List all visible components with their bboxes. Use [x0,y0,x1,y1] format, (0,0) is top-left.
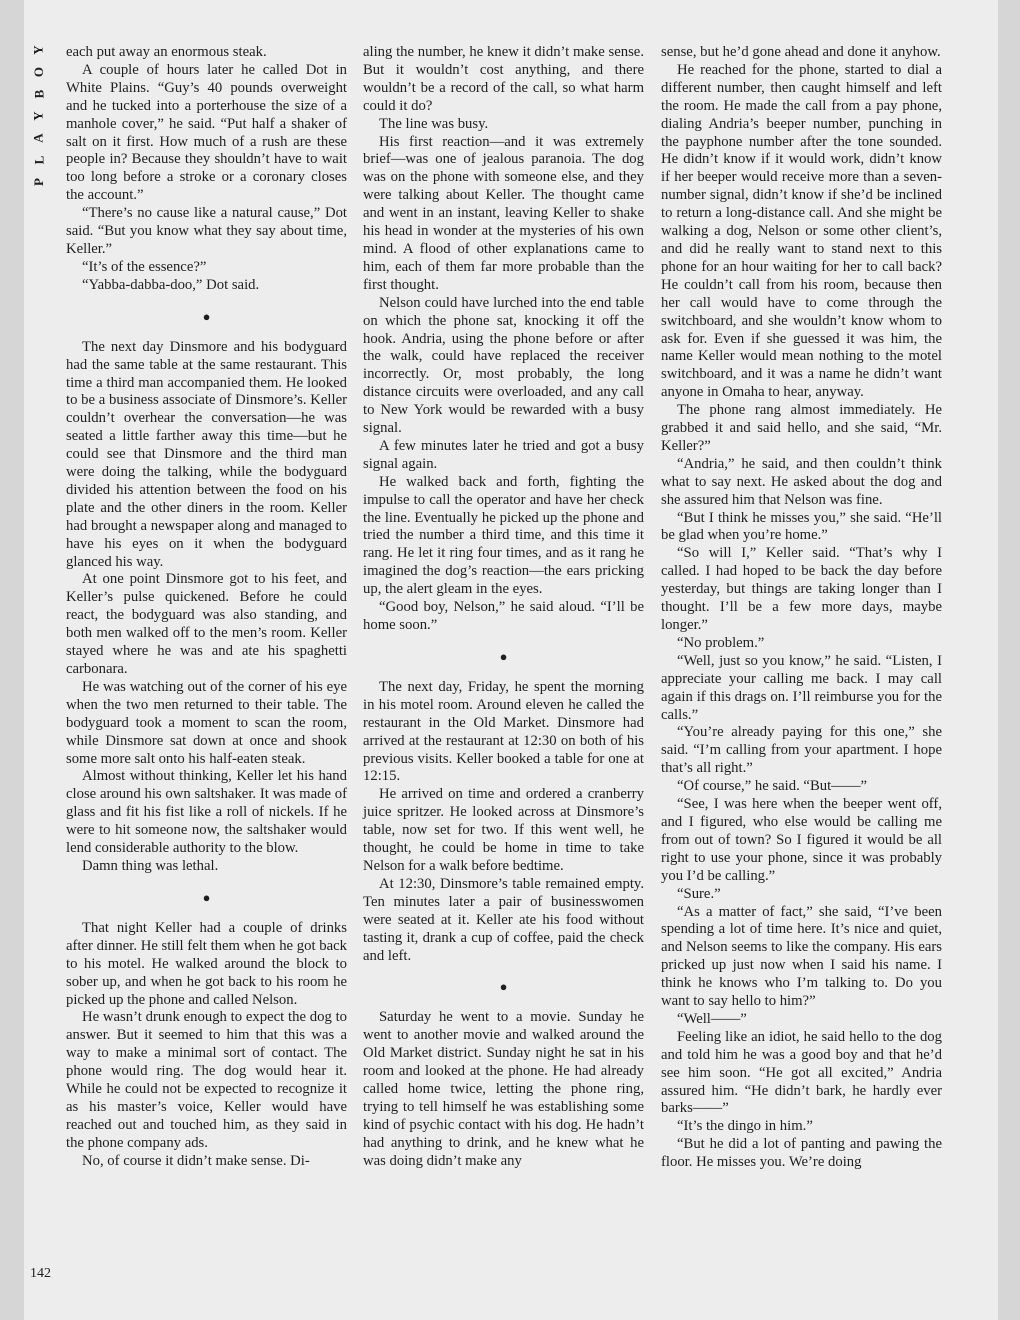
paragraph: A couple of hours later he called Dot in White Plains. “Guy’s 40 pounds overweight and he tucked into a porterhouse the size of a manhole cover,” he said. “Put half a shaker of salt on it first. How much of a rush are these people in? Because they shouldn’t have to wait too long before a stroke or a coronary closes the account.” [66,61,347,204]
paragraph: “Andria,” he said, and then couldn’t think what to say next. He asked about the dog and she assured him that Nelson was fine. [661,455,942,508]
paragraph: No, of course it didn’t make sense. Di- [82,1152,310,1169]
paragraph: Feeling like an idiot, he said hello to the dog and told him he was a good boy and that he’d see him soon. “He got all excited,” Andria assured him. “He didn’t bark, he hardly ever barks——” [661,1028,942,1117]
paragraph: “No problem.” [677,634,765,651]
paragraph: “There’s no cause like a natural cause,” Dot said. “But you know what they say about time, Keller.” [66,205,347,257]
paragraph: Saturday he went to a movie. Sunday he went to another movie and walked around the Old Market district. Sunday night he sat in his room and looked at the phone. He had already called home twice, letting the phone ring, trying to tell himself he was establishing some kind of psychic contact with his dog. He hadn’t had anything to drink, and he knew what he was doing didn’t make any [363,1009,644,1169]
paragraph: “Well——” [677,1010,747,1027]
paragraph: “But I think he misses you,” she said. “He’ll be glad when you’re home.” [661,509,942,544]
paragraph: “See, I was here when the beeper went off, and I figured, who else would be calling me from out of town? So I figured it would be all right to use your phone, since it was probably you I’d be calling.” [661,796,942,884]
paragraph: The line was busy. [379,115,489,132]
paragraph: He walked back and forth, fighting the impulse to call the operator and have her check the line. Eventually he picked up the phone and tried the number a third time, and this time it rang. He let it ring four times, and as it rang he imagined the dog’s reaction—the ears pricking up, the alert gleam in the eyes. [363,473,644,598]
paragraph: “It’s the dingo in him.” [677,1118,813,1135]
section-break-bullet: ● [499,648,508,664]
magazine-letter: A [30,133,46,143]
paragraph: “Sure.” [677,885,721,902]
magazine-letter: Y [30,111,46,121]
paragraph: “As a matter of fact,” she said, “I’ve been spending a lot of time here. It’s nice and quiet, and Nelson seems to like the company. His ears pricked up just now when I said his name. I think he knows who I’m talking to. Do you want to say hello to him?” [661,903,942,1010]
page-number: 142 [30,1266,51,1281]
paragraph: aling the number, he knew it didn’t make sense. But it wouldn’t cost anything, and there wouldn’t be a record of the call, so what harm could it do? [363,44,644,114]
paragraph: The phone rang almost immediately. He grabbed it and said hello, and she said, “Mr. Keller?” [661,402,942,454]
magazine-letter: L [30,155,46,165]
paragraph: “But he did a lot of panting and pawing the floor. He misses you. We’re doing [661,1136,942,1171]
paragraph: At 12:30, Dinsmore’s table remained empty. Ten minutes later a pair of businesswomen were seated at it. Keller ate his food without tasting it, drank a cup of coffee, paid the check and left. [363,875,644,964]
paragraph: “Good boy, Nelson,” he said aloud. “I’ll be home soon.” [363,599,644,633]
text-column-3 [661,44,942,1172]
paragraph: A few minutes later he tried and got a busy signal again. [363,437,644,472]
paragraph: “You’re already paying for this one,” she said. “I’m calling from your apartment. I hope that’s all right.” [661,724,942,777]
paragraph: “It’s of the essence?” [82,258,207,275]
magazine-name-vertical [30,44,48,188]
paragraph: “So will I,” Keller said. “That’s why I called. I had hoped to be back the day before yesterday, but things are taking longer than I thought. I’ll be a few more days, maybe longer.” [661,545,942,633]
paragraph: “Of course,” he said. “But——” [677,778,868,795]
magazine-letter: B [30,89,46,99]
section-break-bullet: ● [202,889,211,905]
paragraph: He wasn’t drunk enough to expect the dog to answer. But it seemed to him that this was a way to make a minimal sort of contact. The phone would ring. The dog would hear it. While he could not be expected to recognize it as his master’s voice, Keller would have reached out and touched him, as they said in the phone company ads. [66,1009,347,1151]
paragraph: Damn thing was lethal. [82,857,219,874]
magazine-letter: P [30,178,46,186]
paragraph: “Yabba-dabba-doo,” Dot said. [82,276,260,293]
paragraph: He reached for the phone, started to dial a different number, then caught himself and left the room. He made the call from a pay phone, dialing Andria’s beeper number, punching in the payphone number after the tone sounded. He didn’t know if it would work, didn’t know if her beeper would receive more than a seven-number signal, didn’t know if she’d be inclined to return a long-distance call. And she might be walking a dog, Nelson or some other client’s, and did he really want to stand next to this phone for an hour waiting for her to call back? He couldn’t call from his room, because then her call would have to come through the switchboard, and she wouldn’t know whom to ask for. Even if she guessed it was him, the name Keller would mean nothing to the motel switchboard, and it was a name he didn’t want anyone in Omaha to hear, anyway. [661,61,942,401]
paragraph: Nelson could have lurched into the end table on which the phone sat, knocking it off the hook. Andria, using the phone before or after the walk, could have replaced the receiver incorrectly. Or, most probably, the long distance circuits were overloaded, and any call to New York would be rewarded with a busy signal. [363,294,644,437]
text-column-2 [363,44,644,1171]
paragraph: He was watching out of the corner of his eye when the two men returned to their table. The bodyguard took a moment to scan the room, while Dinsmore sat down at once and shook some more salt onto his half-eaten steak. [66,678,347,767]
paragraph: Almost without thinking, Keller let his hand close around his own saltshaker. It was made of glass and fit his fist like a roll of nickels. If he were to hit someone now, the saltshaker would lend considerable authority to the blow. [66,768,347,857]
paragraph: “Well, just so you know,” he said. “Listen, I appreciate your calling me back. I may call again if this drags on. I’ll reimburse you for the calls.” [661,652,942,723]
section-break-bullet: ● [202,308,211,324]
paragraph: The next day Dinsmore and his bodyguard had the same table at the same restaurant. This time a third man accompanied them. He looked to be a business associate of Dinsmore’s. Keller couldn’t overhear the conversation—he was seated a little farther away this time—but he could see that Dinsmore and the third man were doing the talking, while the bodyguard divided his attention between the food on his plate and the other diners in the room. Keller had brought a newspaper along and managed to have his eyes on it when the bodyguard glanced his way. [66,338,347,570]
paragraph: His first reaction—and it was extremely brief—was one of jealous paranoia. The dog was on the phone with someone else, and they were talking about Keller. The thought came and went in an instant, leaving Keller to shake his head in wonder at the mysteries of his own mind. A flood of other explanations came to him, each of them far more probable than the first thought. [363,133,644,293]
paragraph: The next day, Friday, he spent the morning in his motel room. Around eleven he called the restaurant in the Old Market. Dinsmore had arrived at the restaurant at 12:30 on both of his previous visits. Keller booked a table for one at 12:15. [363,678,644,785]
magazine-letter: O [31,66,46,78]
page-edge-right [998,0,1020,1320]
magazine-letter: Y [30,45,46,55]
page-edge-left [0,0,24,1320]
paragraph: each put away an enormous steak. [66,44,267,60]
text-column-1 [66,44,347,1171]
paragraph: That night Keller had a couple of drinks after dinner. He still felt them when he got back to his motel. He walked around the block to sober up, and when he got back to his room he picked up the phone and called Nelson. [66,919,347,1008]
paragraph: sense, but he’d gone ahead and done it anyhow. [661,44,941,60]
section-break-bullet: ● [499,979,508,995]
paragraph: At one point Dinsmore got to his feet, and Keller’s pulse quickened. Before he could react, the bodyguard was also standing, and both men walked off to the men’s room. Keller stayed where he was and ate his spaghetti carbonara. [66,571,347,677]
paragraph: He arrived on time and ordered a cranberry juice spritzer. He looked across at Dinsmore’s table, now set for two. If this went well, he thought, he could be home in time to take Nelson for a walk before bedtime. [363,786,644,874]
